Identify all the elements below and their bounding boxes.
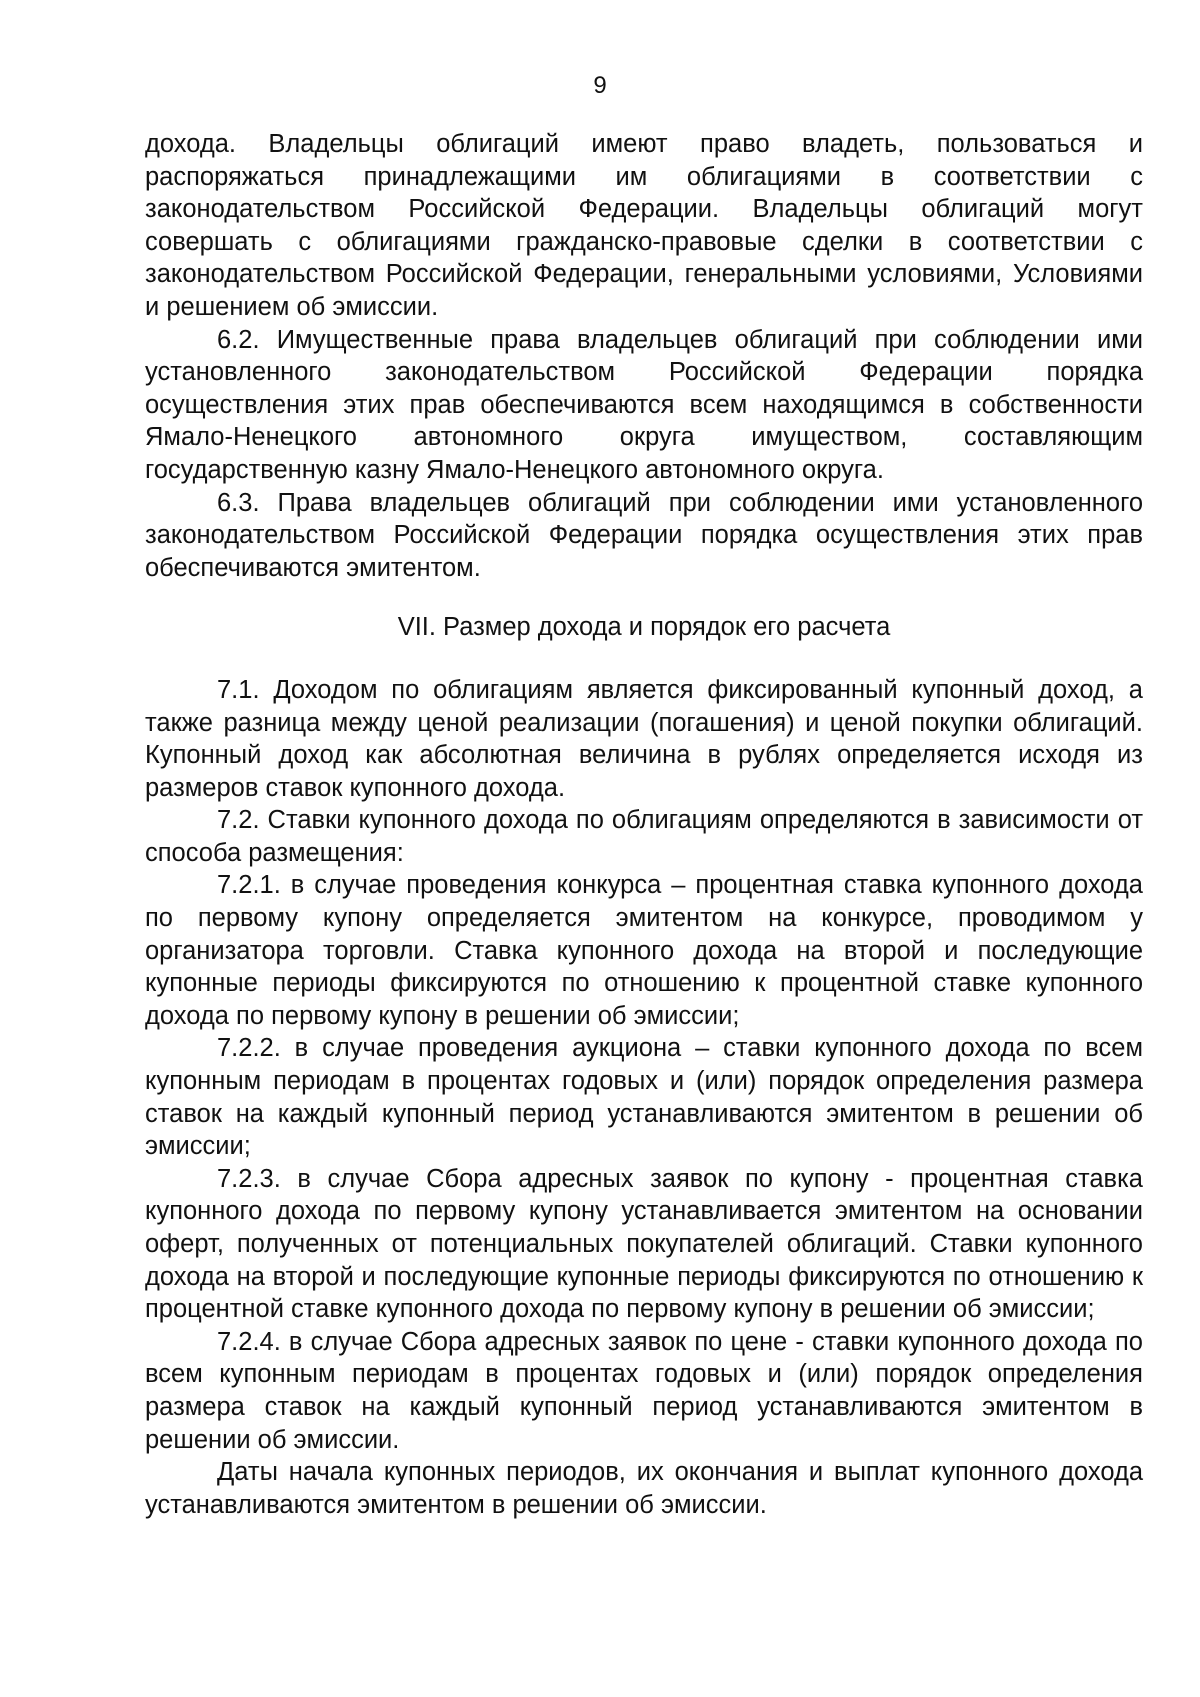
paragraph-6-3: 6.3. Права владельцев облигаций при соблюдении ими установленного законодательством Российской Федерации порядка осуществления этих прав обеспечиваются эмитентом. xyxy=(145,488,1143,582)
paragraph-7-2-2: 7.2.2. в случае проведения аукциона – ставки купонного дохода по всем купонным периодам в процентах годовых и (или) порядок определения размера ставок на каждый купонный период устанавливаются эмитентом в решении об эмиссии; xyxy=(145,1034,1143,1161)
paragraph-6-1-continuation: дохода. Владельцы облигаций имеют право владеть, пользоваться и распоряжаться принадлежащими им облигациями в соответствии с законодательством Российской Федерации. Владельцы облигаций могут совершать с облигациями гражданско-правовые сделки в соответствии с законодательством Российской Федерации, генеральными условиями, Условиями и решением об эмиссии. xyxy=(145,130,1143,321)
page-number: 9 xyxy=(593,72,607,99)
section-7-heading: VII. Размер дохода и порядок его расчета xyxy=(397,613,891,642)
paragraph-7-2-3: 7.2.3. в случае Сбора адресных заявок по купону - процентная ставка купонного дохода по первому купону устанавливается эмитентом на основании оферт, полученных от потенциальных покупателей облигаций. Ставки купонного дохода на второй и последующие купонные периоды фиксируются по отношению к процентной ставке купонного дохода по первому купону в решении об эмиссии; xyxy=(145,1164,1143,1324)
paragraph-7-2: 7.2. Ставки купонного дохода по облигациям определяются в зависимости от способа размещения: xyxy=(145,806,1143,867)
paragraph-coupon-dates: Даты начала купонных периодов, их окончания и выплат купонного дохода устанавливаются эмитентом в решении об эмиссии. xyxy=(145,1458,1143,1519)
paragraph-7-2-4: 7.2.4. в случае Сбора адресных заявок по цене - ставки купонного дохода по всем купонным периодам в процентах годовых и (или) порядок определения размера ставок на каждый купонный период устанавливаются эмитентом в решении об эмиссии. xyxy=(145,1327,1143,1454)
paragraph-7-2-1: 7.2.1. в случае проведения конкурса – процентная ставка купонного дохода по первому купону определяется эмитентом на конкурсе, проводимом у организатора торговли. Ставка купонного дохода на второй и последующие купонные периоды фиксируются по отношению к процентной ставке купонного дохода по первому купону в решении об эмиссии; xyxy=(145,871,1143,1030)
paragraph-6-2: 6.2. Имущественные права владельцев облигаций при соблюдении ими установленного законодательством Российской Федерации порядка осуществления этих прав обеспечиваются всем находящимся в собственности Ямало-Ненецкого автономного округа имуществом, составляющим государственную казну Ямало-Ненецкого автономного округа. xyxy=(145,325,1143,484)
paragraph-7-1: 7.1. Доходом по облигациям является фиксированный купонный доход, а также разница между ценой реализации (погашения) и ценой покупки облигаций. Купонный доход как абсолютная величина в рублях определяется исходя из размеров ставок купонного дохода. xyxy=(145,675,1143,802)
document-body xyxy=(145,128,1143,1521)
